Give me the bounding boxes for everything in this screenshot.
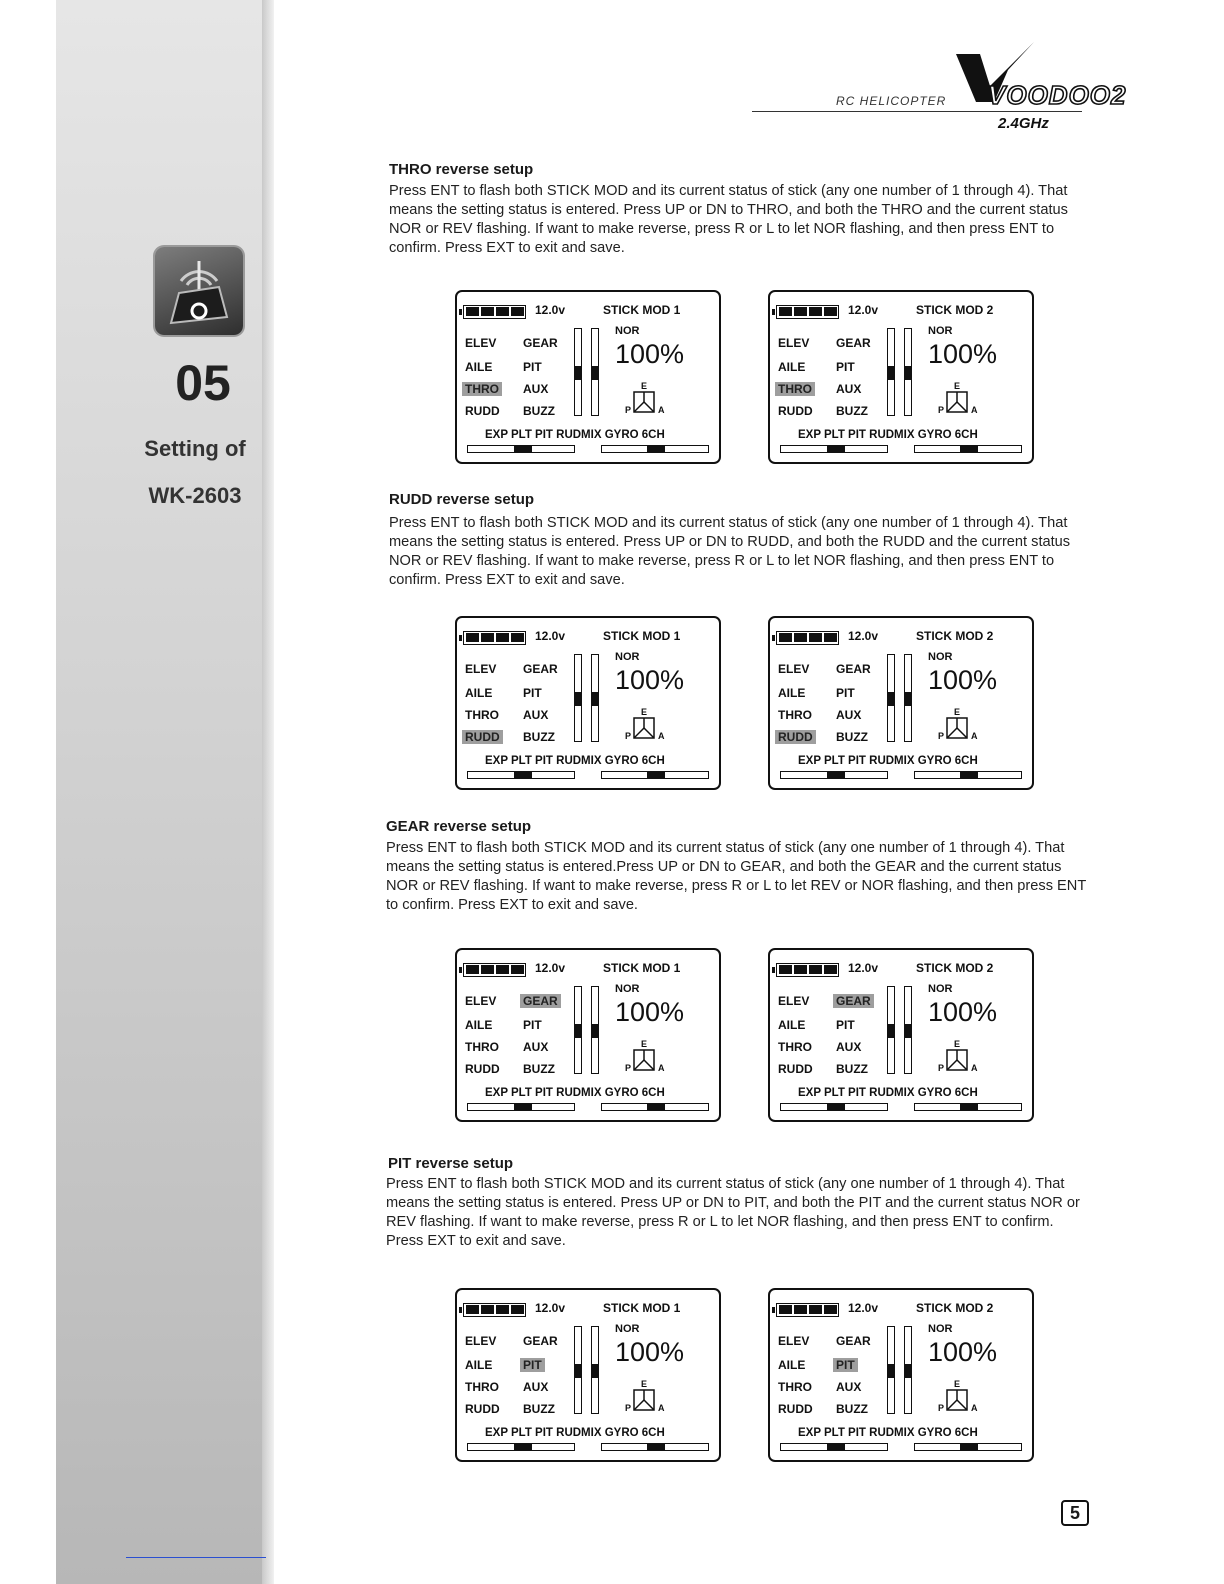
direction-status: NOR — [615, 1323, 640, 1335]
servo-label-e: E — [641, 381, 648, 391]
battery-icon — [776, 1303, 839, 1317]
swashplate-icon — [631, 716, 657, 740]
channel-buzz: BUZZ — [836, 730, 868, 744]
stick-mode-label: STICK MOD 2 — [916, 303, 994, 317]
chapter-title-line2: WK-2603 — [148, 483, 242, 508]
direction-status: NOR — [928, 1323, 953, 1335]
percent-readout: 100% — [928, 339, 998, 369]
channel-aile: AILE — [465, 1358, 493, 1372]
channel-aux: AUX — [523, 1380, 549, 1394]
channel-aux: AUX — [523, 382, 549, 396]
swashplate-icon — [944, 390, 970, 414]
channel-gear: GEAR — [836, 1334, 871, 1348]
header — [752, 40, 1127, 135]
stick-gauge-right — [591, 328, 599, 416]
logo-word: VOODOO2 — [988, 80, 1127, 110]
stick-gauge-right — [904, 328, 912, 416]
chapter-number: 05 — [175, 355, 231, 411]
sidebar — [56, 0, 274, 1584]
lcd-screen — [768, 290, 1034, 464]
stick-mode-label: STICK MOD 2 — [916, 629, 994, 643]
percent-readout: 100% — [615, 1337, 685, 1367]
trim-bar-right — [914, 771, 1022, 779]
channel-elev: ELEV — [465, 336, 497, 350]
stick-gauge-left — [574, 328, 582, 416]
channel-thro: THRO — [778, 708, 812, 722]
stick-gauge-left — [574, 986, 582, 1074]
channel-elev: ELEV — [778, 1334, 810, 1348]
servo-label-a: A — [971, 731, 978, 741]
direction-status: NOR — [615, 325, 640, 337]
channel-aux: AUX — [836, 382, 862, 396]
percent-readout: 100% — [615, 997, 685, 1027]
channel-gear: GEAR — [833, 994, 874, 1008]
swashplate-icon — [944, 1048, 970, 1072]
section-body: Press ENT to flash both STICK MOD and its current status of stick (any one number of 1 through 4). That means the setting status is entered.Press UP or DN to GEAR, and both the GEAR and the current status NOR or REV flashing. If want to make reverse, press R or L to let REV or NOR flashing, and then press ENT to confirm. Press EXT to exit and save. — [386, 840, 1086, 913]
channel-aile: AILE — [778, 686, 806, 700]
trim-bar-right — [601, 445, 709, 453]
percent-readout: 100% — [928, 1337, 998, 1367]
stick-gauge-left — [887, 654, 895, 742]
sidebar-link-underline — [126, 1557, 266, 1558]
channel-elev: ELEV — [465, 662, 497, 676]
stick-gauge-right — [591, 1326, 599, 1414]
servo-label-a: A — [658, 731, 665, 741]
direction-status: NOR — [615, 983, 640, 995]
function-menu: EXP PLT PIT RUDMIX GYRO 6CH — [485, 755, 665, 767]
channel-pit: PIT — [523, 686, 542, 700]
channel-rudd: RUDD — [465, 1062, 500, 1076]
stick-gauge-left — [887, 328, 895, 416]
voltage-readout: 12.0v — [848, 1301, 879, 1315]
page-number: 5 — [1061, 1500, 1089, 1526]
stick-mode-label: STICK MOD 1 — [603, 1301, 681, 1315]
trim-bar-right — [914, 1443, 1022, 1451]
section-title: THRO reverse setup — [389, 161, 534, 178]
stick-gauge-left — [887, 1326, 895, 1414]
channel-buzz: BUZZ — [836, 404, 868, 418]
channel-aux: AUX — [523, 1040, 549, 1054]
channel-buzz: BUZZ — [836, 1402, 868, 1416]
channel-rudd: RUDD — [775, 730, 816, 744]
battery-icon — [463, 631, 526, 645]
lcd-screen — [768, 948, 1034, 1122]
lcd-screen — [455, 290, 721, 464]
channel-buzz: BUZZ — [836, 1062, 868, 1076]
section-title: RUDD reverse setup — [389, 491, 535, 508]
lcd-screen — [455, 948, 721, 1122]
percent-readout: 100% — [615, 339, 685, 369]
function-menu: EXP PLT PIT RUDMIX GYRO 6CH — [798, 429, 978, 441]
channel-pit: PIT — [836, 686, 855, 700]
channel-rudd: RUDD — [778, 1062, 813, 1076]
servo-label-e: E — [954, 381, 961, 391]
channel-aile: AILE — [778, 1018, 806, 1032]
servo-label-e: E — [954, 707, 961, 717]
channel-buzz: BUZZ — [523, 730, 555, 744]
servo-label-e: E — [641, 1039, 648, 1049]
trim-bar-left — [780, 1443, 888, 1451]
stick-mode-label: STICK MOD 2 — [916, 961, 994, 975]
section-title: PIT reverse setup — [388, 1155, 514, 1172]
direction-status: NOR — [615, 651, 640, 663]
swashplate-icon — [631, 390, 657, 414]
transmitter-icon — [155, 247, 243, 335]
function-menu: EXP PLT PIT RUDMIX GYRO 6CH — [485, 429, 665, 441]
channel-thro: THRO — [465, 1380, 499, 1394]
servo-label-a: A — [971, 1403, 978, 1413]
stick-gauge-right — [904, 654, 912, 742]
channel-aux: AUX — [836, 1380, 862, 1394]
channel-gear: GEAR — [523, 336, 558, 350]
servo-label-p: P — [938, 1403, 945, 1413]
voltage-readout: 12.0v — [535, 303, 566, 317]
stick-gauge-right — [591, 986, 599, 1074]
channel-buzz: BUZZ — [523, 404, 555, 418]
channel-rudd: RUDD — [465, 1402, 500, 1416]
trim-bar-left — [467, 771, 575, 779]
channel-pit: PIT — [523, 1018, 542, 1032]
swashplate-icon — [631, 1388, 657, 1412]
channel-elev: ELEV — [465, 994, 497, 1008]
servo-label-p: P — [938, 405, 945, 415]
servo-label-p: P — [625, 1403, 632, 1413]
section-body: Press ENT to flash both STICK MOD and its current status of stick (any one number of 1 through 4). That means the setting status is entered. Press UP or DN to RUDD, and both the RUDD and the current status NOR or REV flashing. If want to make reverse, press R or L to let NOR flashing, and then press ENT to confirm. Press EXT to exit and save. — [389, 515, 1071, 588]
voltage-readout: 12.0v — [535, 629, 566, 643]
channel-rudd: RUDD — [778, 404, 813, 418]
voltage-readout: 12.0v — [535, 1301, 566, 1315]
function-menu: EXP PLT PIT RUDMIX GYRO 6CH — [798, 1427, 978, 1439]
channel-aux: AUX — [836, 708, 862, 722]
channel-rudd: RUDD — [462, 730, 503, 744]
channel-pit: PIT — [523, 360, 542, 374]
stick-gauge-left — [574, 654, 582, 742]
servo-label-p: P — [625, 731, 632, 741]
trim-bar-left — [780, 445, 888, 453]
sidebar-edge — [262, 0, 274, 1584]
servo-label-a: A — [971, 1063, 978, 1073]
function-menu: EXP PLT PIT RUDMIX GYRO 6CH — [798, 755, 978, 767]
servo-label-e: E — [641, 1379, 648, 1389]
servo-label-a: A — [658, 1063, 665, 1073]
channel-thro: THRO — [462, 382, 502, 396]
percent-readout: 100% — [615, 665, 685, 695]
channel-aile: AILE — [465, 360, 493, 374]
battery-icon — [776, 631, 839, 645]
channel-gear: GEAR — [520, 994, 561, 1008]
stick-gauge-right — [904, 986, 912, 1074]
swashplate-icon — [944, 716, 970, 740]
channel-elev: ELEV — [465, 1334, 497, 1348]
stick-mode-label: STICK MOD 1 — [603, 303, 681, 317]
channel-pit: PIT — [520, 1358, 545, 1372]
voltage-readout: 12.0v — [848, 961, 879, 975]
header-rule — [752, 111, 1082, 112]
lcd-screen — [768, 1288, 1034, 1462]
trim-bar-left — [780, 771, 888, 779]
swashplate-icon — [944, 1388, 970, 1412]
servo-label-a: A — [658, 1403, 665, 1413]
trim-bar-right — [601, 771, 709, 779]
servo-label-a: A — [971, 405, 978, 415]
battery-icon — [776, 305, 839, 319]
channel-aile: AILE — [465, 686, 493, 700]
servo-label-p: P — [625, 1063, 632, 1073]
voltage-readout: 12.0v — [848, 629, 879, 643]
channel-gear: GEAR — [836, 662, 871, 676]
lcd-screen — [768, 616, 1034, 790]
channel-pit: PIT — [836, 360, 855, 374]
direction-status: NOR — [928, 651, 953, 663]
stick-gauge-left — [887, 986, 895, 1074]
rc-helicopter-label: RC HELICOPTER — [836, 94, 947, 108]
channel-thro: THRO — [465, 708, 499, 722]
section-title: GEAR reverse setup — [386, 818, 532, 835]
chapter-title-line1: Setting of — [144, 436, 246, 461]
servo-label-e: E — [954, 1039, 961, 1049]
stick-gauge-right — [591, 654, 599, 742]
section-body: Press ENT to flash both STICK MOD and its current status of stick (any one number of 1 through 4). That means the setting status is entered. Press UP or DN to PIT, and both the PIT and the current status NOR or REV flashing. If want to make reverse, press R or L to let NOR flashing, and then press ENT to confirm. Press EXT to exit and save. — [386, 1176, 1080, 1249]
channel-aile: AILE — [465, 1018, 493, 1032]
servo-label-e: E — [641, 707, 648, 717]
percent-readout: 100% — [928, 997, 998, 1027]
stick-mode-label: STICK MOD 2 — [916, 1301, 994, 1315]
logo-frequency: 2.4GHz — [998, 115, 1049, 132]
channel-elev: ELEV — [778, 336, 810, 350]
battery-icon — [463, 963, 526, 977]
channel-gear: GEAR — [523, 1334, 558, 1348]
servo-label-e: E — [954, 1379, 961, 1389]
stick-mode-label: STICK MOD 1 — [603, 629, 681, 643]
channel-pit: PIT — [836, 1018, 855, 1032]
stick-mode-label: STICK MOD 1 — [603, 961, 681, 975]
battery-icon — [463, 305, 526, 319]
section-body: Press ENT to flash both STICK MOD and its current status of stick (any one number of 1 through 4). That means the setting status is entered. Press UP or DN to THRO, and both the THRO and the current status NOR or REV flashing. If want to make reverse, press R or L to let NOR flashing, and then press ENT to confirm. Press EXT to exit and save. — [389, 183, 1068, 256]
stick-gauge-left — [574, 1326, 582, 1414]
channel-rudd: RUDD — [465, 404, 500, 418]
function-menu: EXP PLT PIT RUDMIX GYRO 6CH — [798, 1087, 978, 1099]
direction-status: NOR — [928, 325, 953, 337]
servo-label-p: P — [938, 1063, 945, 1073]
voltage-readout: 12.0v — [535, 961, 566, 975]
trim-bar-left — [467, 1443, 575, 1451]
lcd-screen — [455, 1288, 721, 1462]
channel-thro: THRO — [778, 1040, 812, 1054]
channel-aile: AILE — [778, 1358, 806, 1372]
voltage-readout: 12.0v — [848, 303, 879, 317]
direction-status: NOR — [928, 983, 953, 995]
channel-buzz: BUZZ — [523, 1402, 555, 1416]
channel-thro: THRO — [465, 1040, 499, 1054]
channel-buzz: BUZZ — [523, 1062, 555, 1076]
trim-bar-right — [914, 1103, 1022, 1111]
trim-bar-right — [601, 1103, 709, 1111]
trim-bar-left — [467, 445, 575, 453]
trim-bar-right — [914, 445, 1022, 453]
channel-aux: AUX — [836, 1040, 862, 1054]
channel-pit: PIT — [833, 1358, 858, 1372]
function-menu: EXP PLT PIT RUDMIX GYRO 6CH — [485, 1427, 665, 1439]
trim-bar-left — [780, 1103, 888, 1111]
function-menu: EXP PLT PIT RUDMIX GYRO 6CH — [485, 1087, 665, 1099]
servo-label-p: P — [938, 731, 945, 741]
swashplate-icon — [631, 1048, 657, 1072]
battery-icon — [776, 963, 839, 977]
channel-thro: THRO — [778, 1380, 812, 1394]
servo-label-a: A — [658, 405, 665, 415]
channel-rudd: RUDD — [778, 1402, 813, 1416]
trim-bar-right — [601, 1443, 709, 1451]
channel-aile: AILE — [778, 360, 806, 374]
percent-readout: 100% — [928, 665, 998, 695]
channel-elev: ELEV — [778, 662, 810, 676]
servo-label-p: P — [625, 405, 632, 415]
channel-aux: AUX — [523, 708, 549, 722]
battery-icon — [463, 1303, 526, 1317]
channel-gear: GEAR — [836, 336, 871, 350]
stick-gauge-right — [904, 1326, 912, 1414]
lcd-screen — [455, 616, 721, 790]
channel-gear: GEAR — [523, 662, 558, 676]
trim-bar-left — [467, 1103, 575, 1111]
channel-elev: ELEV — [778, 994, 810, 1008]
channel-thro: THRO — [775, 382, 815, 396]
